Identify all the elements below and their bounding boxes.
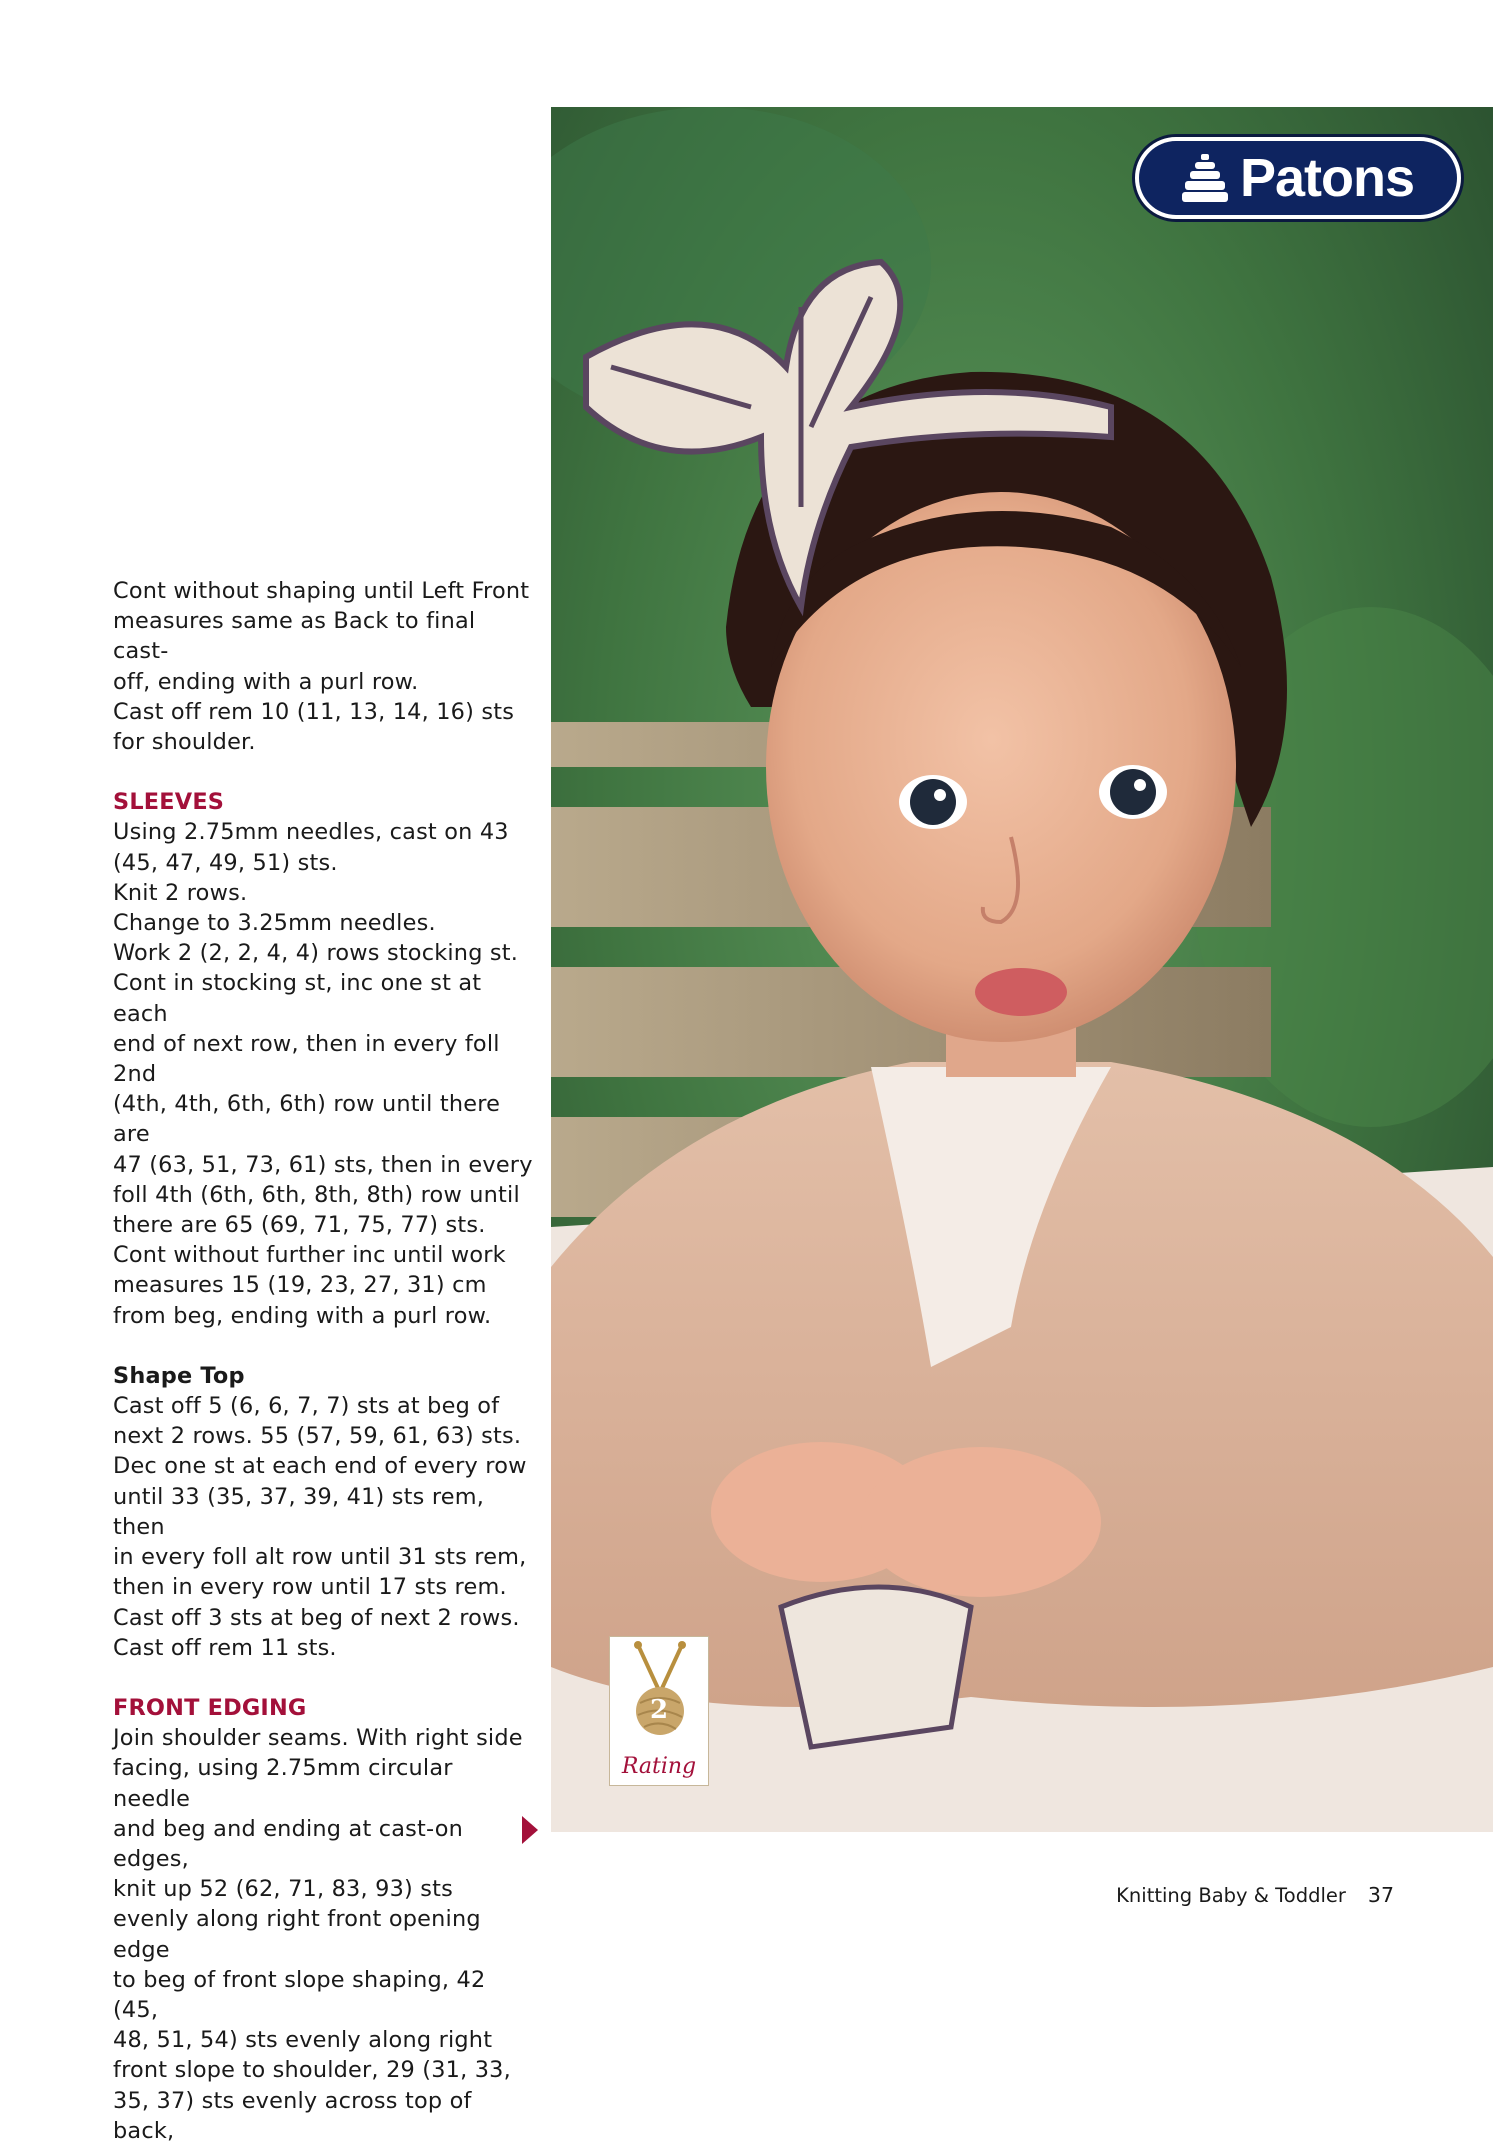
brand-name: Patons	[1239, 148, 1415, 208]
shape-top-instructions: Cast off 5 (6, 6, 7, 7) sts at beg of next 2 rows. 55 (57, 59, 61, 63) sts. Dec one st at each end of every row until 33 (35, 37, 39, 41) sts rem, then in every foll alt row until 31 sts rem, then in every row until 17 sts rem. Cast off 3 sts at beg of next 2 rows. Cast off rem 11 sts.	[113, 1393, 527, 1661]
continue-arrow-icon	[522, 1816, 538, 1844]
difficulty-rating-badge	[609, 1636, 709, 1786]
beehive-icon	[1182, 153, 1228, 203]
pattern-text-column	[113, 576, 533, 2146]
toddler-photo	[551, 107, 1493, 1832]
rating-label: Rating	[621, 1754, 697, 1779]
sleeves-instructions: Using 2.75mm needles, cast on 43 (45, 47, 49, 51) sts. Knit 2 rows. Change to 3.25mm needles. Work 2 (2, 2, 4, 4) rows stocking st. Cont in stocking st, inc one st at each end of next row, then in every foll 2nd (4th, 4th, 6th, 6th) row until there are 47 (63, 51, 73, 61) sts, then in every foll 4th (6th, 6th, 8th, 8th) row until there are 65 (69, 71, 75, 77) sts. Cont without further inc until work measures 15 (19, 23, 27, 31) cm from beg, ending with a purl row.	[113, 819, 533, 1329]
sleeves-heading: SLEEVES	[113, 789, 225, 816]
front-edging-heading: FRONT EDGING	[113, 1694, 307, 1721]
front-edging-instructions: Join shoulder seams. With right side facing, using 2.75mm circular needle and beg and ending at cast-on edges, knit up 52 (62, 71, 83, 93) sts evenly along right front opening edge to beg of front slope shaping, 42 (45, 48, 51, 54) sts evenly along right front slope to shoulder, 29 (31, 33, 35, 37) sts evenly across top of back,	[113, 1725, 523, 2144]
shape-top-heading: Shape Top	[113, 1362, 245, 1389]
page-footer	[1116, 1883, 1394, 1907]
book-title: Knitting Baby & Toddler	[1116, 1884, 1346, 1907]
patons-brand-badge	[1132, 134, 1464, 222]
page-number: 37	[1367, 1883, 1394, 1907]
intro-paragraph: Cont without shaping until Left Front measures same as Back to final cast- off, ending with a purl row. Cast off rem 10 (11, 13, 14, 16) sts for shoulder.	[113, 578, 530, 756]
rating-number: 2	[649, 1695, 669, 1725]
